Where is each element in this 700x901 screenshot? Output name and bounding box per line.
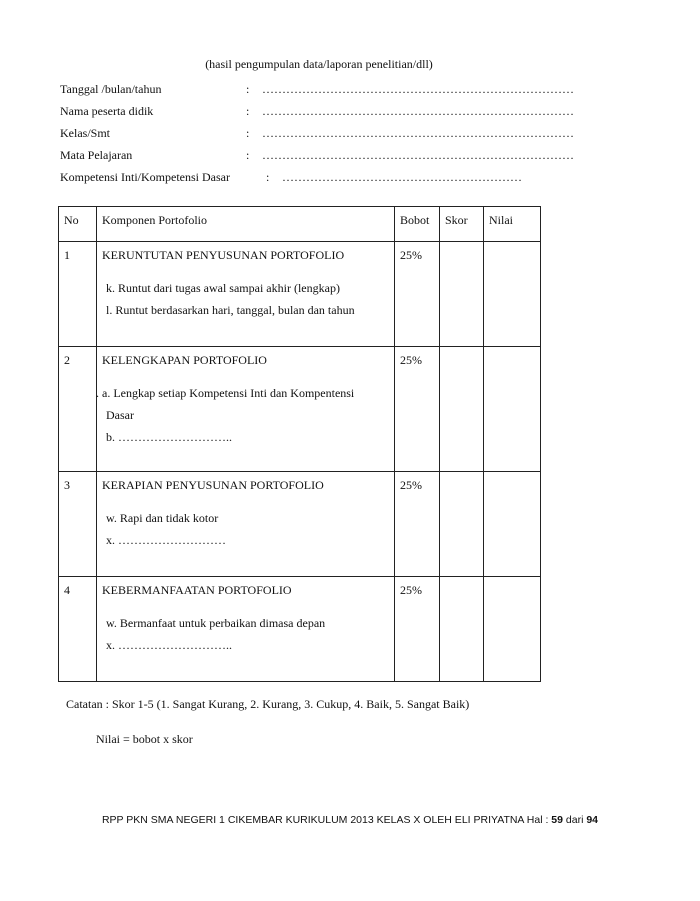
component-item: . a. Lengkap setiap Kompetensi Inti dan Kompentensi xyxy=(96,386,355,400)
form-subtitle: (hasil pengumpulan data/laporan penelitian/dll) xyxy=(205,57,433,71)
row-no: 4 xyxy=(59,577,97,682)
footer-page-number: 59 xyxy=(551,814,563,826)
row-komponen xyxy=(97,577,395,682)
component-item: w. Bermanfaat untuk perbaikan dimasa depan xyxy=(106,616,326,630)
header-komponen: Komponen Portofolio xyxy=(97,207,395,242)
row-komponen xyxy=(97,347,395,472)
footer-page-total: 94 xyxy=(586,814,599,826)
component-item: l. Runtut berdasarkan hari, tanggal, bulan dan tahun xyxy=(106,303,355,317)
footer-of: dari xyxy=(562,814,587,826)
portfolio-table xyxy=(58,206,541,682)
row-skor-cell[interactable] xyxy=(440,472,484,577)
field-label-tanggal: Tanggal /bulan/tahun xyxy=(60,82,162,96)
field-label-mapel: Mata Pelajaran xyxy=(60,148,133,162)
table-header-row xyxy=(59,207,541,242)
row-bobot: 25% xyxy=(395,472,440,577)
row-komponen xyxy=(97,242,395,347)
score-note: Catatan : Skor 1-5 (1. Sangat Kurang, 2. Kurang, 3. Cukup, 4. Baik, 5. Sangat Baik) xyxy=(66,697,470,711)
component-title: KELENGKAPAN PORTOFOLIO xyxy=(102,353,267,367)
row-nilai-cell[interactable] xyxy=(484,472,541,577)
header-bobot: Bobot xyxy=(395,207,440,242)
row-no: 1 xyxy=(59,242,97,347)
field-label-nama: Nama peserta didik xyxy=(60,104,154,118)
table-row xyxy=(59,577,541,682)
row-nilai-cell[interactable] xyxy=(484,242,541,347)
table-row xyxy=(59,472,541,577)
field-colon: : xyxy=(246,82,250,96)
table-row xyxy=(59,347,541,472)
header-skor: Skor xyxy=(440,207,484,242)
row-bobot: 25% xyxy=(395,347,440,472)
score-formula: Nilai = bobot x skor xyxy=(96,732,193,746)
header-nilai: Nilai xyxy=(484,207,541,242)
component-item: w. Rapi dan tidak kotor xyxy=(106,511,219,525)
field-label-kompetensi: Kompetensi Inti/Kompetensi Dasar xyxy=(60,170,230,184)
field-colon: : xyxy=(246,126,250,140)
component-item: x. ……………………….. xyxy=(106,638,232,652)
component-title: KERUNTUTAN PENYUSUNAN PORTOFOLIO xyxy=(102,248,345,262)
component-title: KERAPIAN PENYUSUNAN PORTOFOLIO xyxy=(102,478,324,492)
field-label-kelas: Kelas/Smt xyxy=(60,126,110,140)
footer-text: RPP PKN SMA NEGERI 1 CIKEMBAR KURIKULUM 2013 KELAS X OLEH ELI PRIYATNA Hal : xyxy=(101,814,552,826)
row-bobot: 25% xyxy=(395,577,440,682)
field-colon: : xyxy=(266,170,270,184)
row-bobot: 25% xyxy=(395,242,440,347)
header-no: No xyxy=(59,207,97,242)
page-footer xyxy=(0,814,700,826)
component-item: x. ……………………… xyxy=(106,533,226,547)
field-dots-kelas: …………………………………………………………………… xyxy=(262,126,574,140)
field-colon: : xyxy=(246,148,250,162)
row-skor-cell[interactable] xyxy=(440,242,484,347)
row-no: 2 xyxy=(59,347,97,472)
field-dots-nama: …………………………………………………………………… xyxy=(262,104,574,118)
row-nilai-cell[interactable] xyxy=(484,347,541,472)
row-nilai-cell[interactable] xyxy=(484,577,541,682)
field-dots-kompetensi: …………………………………………………… xyxy=(282,170,522,184)
row-skor-cell[interactable] xyxy=(440,577,484,682)
component-item: k. Runtut dari tugas awal sampai akhir (lengkap) xyxy=(106,281,340,295)
table-row xyxy=(59,242,541,347)
row-skor-cell[interactable] xyxy=(440,347,484,472)
row-no: 3 xyxy=(59,472,97,577)
row-komponen xyxy=(97,472,395,577)
component-title: KEBERMANFAATAN PORTOFOLIO xyxy=(102,583,292,597)
component-item: Dasar xyxy=(106,408,134,422)
field-dots-tanggal: …………………………………………………………………… xyxy=(262,82,574,96)
field-colon: : xyxy=(246,104,250,118)
field-dots-mapel: …………………………………………………………………… xyxy=(262,148,574,162)
component-item: b. ……………………….. xyxy=(106,430,232,444)
